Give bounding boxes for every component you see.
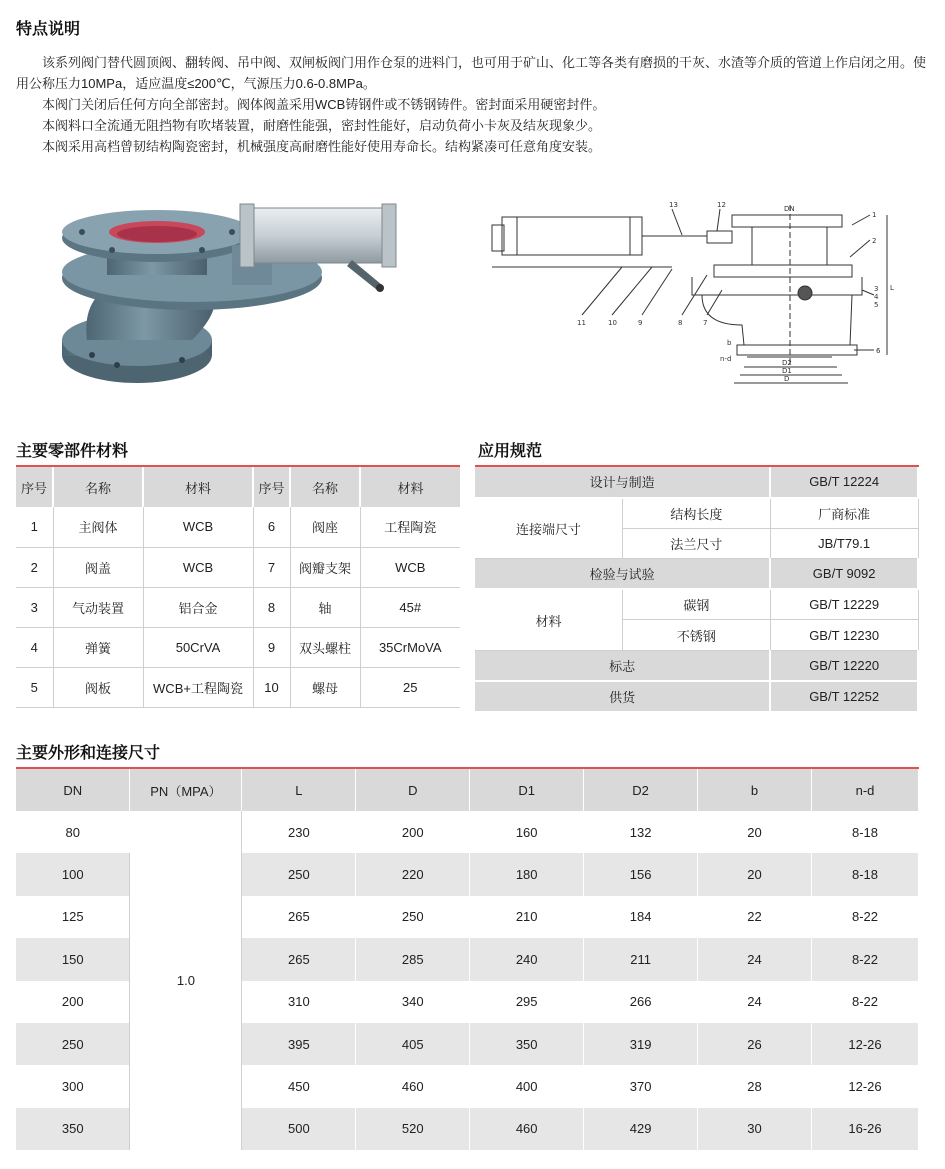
table-cell: 8-18 xyxy=(811,811,918,853)
table-row xyxy=(475,467,918,498)
table-cell: 8-22 xyxy=(811,938,918,980)
table-cell: 370 xyxy=(584,1065,698,1107)
table-cell: 3 xyxy=(16,587,53,627)
svg-text:4: 4 xyxy=(874,293,879,301)
table-cell: 240 xyxy=(470,938,584,980)
table-cell: 450 xyxy=(242,1065,356,1107)
table-cell: 211 xyxy=(584,938,698,980)
table-row xyxy=(475,498,918,529)
table-cell: GB/T 12220 xyxy=(770,651,918,682)
table-cell: 156 xyxy=(584,853,698,895)
table-cell: 结构长度 xyxy=(623,498,771,529)
svg-text:13: 13 xyxy=(669,201,678,209)
svg-text:9: 9 xyxy=(638,319,643,327)
table-cell: 200 xyxy=(356,811,470,853)
table-cell: 螺母 xyxy=(290,667,360,707)
dims-title: 主要外形和连接尺寸 xyxy=(16,745,161,762)
table-row xyxy=(475,681,918,712)
standards-table xyxy=(475,467,919,713)
table-cell: 295 xyxy=(470,981,584,1023)
table-cell: 9 xyxy=(253,627,290,667)
table-cell: 阀板 xyxy=(53,667,143,707)
svg-text:5: 5 xyxy=(874,301,879,309)
parts-header: 名称 xyxy=(290,467,360,507)
table-row xyxy=(16,587,460,627)
table-cell: 5 xyxy=(16,667,53,707)
table-cell: 8 xyxy=(253,587,290,627)
table-cell: 50CrVA xyxy=(143,627,253,667)
valve-photo xyxy=(52,190,412,400)
table-cell: 10 xyxy=(253,667,290,707)
table-row xyxy=(475,589,918,620)
table-row xyxy=(16,627,460,667)
parts-table xyxy=(16,467,460,708)
table-cell: 310 xyxy=(242,981,356,1023)
table-cell: 1 xyxy=(16,507,53,547)
parts-title: 主要零部件材料 xyxy=(16,443,129,460)
svg-text:D2: D2 xyxy=(782,359,792,367)
table-cell: 设计与制造 xyxy=(475,467,770,498)
dims-header: PN（MPA） xyxy=(130,769,242,811)
table-cell: GB/T 12224 xyxy=(770,467,918,498)
table-cell: 8-22 xyxy=(811,896,918,938)
table-cell: JB/T79.1 xyxy=(770,528,918,559)
dims-header: n-d xyxy=(811,769,918,811)
table-cell: 轴 xyxy=(290,587,360,627)
table-cell: 500 xyxy=(242,1108,356,1150)
parts-header: 材料 xyxy=(143,467,253,507)
table-cell: 350 xyxy=(470,1023,584,1065)
table-cell: 厂商标准 xyxy=(770,498,918,529)
table-row xyxy=(16,811,919,853)
table-cell: 35CrMoVA xyxy=(360,627,460,667)
table-cell: 150 xyxy=(16,938,130,980)
svg-text:n-d: n-d xyxy=(720,355,732,363)
table-cell: GB/T 9092 xyxy=(770,559,918,590)
table-cell: 25 xyxy=(360,667,460,707)
features-text xyxy=(16,52,926,157)
dims-header: L xyxy=(242,769,356,811)
dims-header: D xyxy=(356,769,470,811)
table-cell: WCB xyxy=(143,547,253,587)
table-cell: 标志 xyxy=(475,651,770,682)
table-cell: 阀瓣支架 xyxy=(290,547,360,587)
table-cell: 22 xyxy=(698,896,812,938)
dims-header-row xyxy=(16,769,919,811)
table-cell: 4 xyxy=(16,627,53,667)
svg-text:12: 12 xyxy=(717,201,726,209)
table-cell: 6 xyxy=(253,507,290,547)
table-row xyxy=(475,559,918,590)
svg-text:b: b xyxy=(727,339,732,347)
table-cell: 250 xyxy=(356,896,470,938)
parts-header: 材料 xyxy=(360,467,460,507)
svg-text:11: 11 xyxy=(577,319,586,327)
svg-text:10: 10 xyxy=(608,319,617,327)
table-cell: 340 xyxy=(356,981,470,1023)
table-cell: 供货 xyxy=(475,681,770,712)
svg-text:DN: DN xyxy=(784,205,795,213)
table-row xyxy=(16,667,460,707)
table-cell: 主阀体 xyxy=(53,507,143,547)
table-cell: 16-26 xyxy=(811,1108,918,1150)
svg-text:6: 6 xyxy=(876,347,881,355)
table-cell: GB/T 12230 xyxy=(770,620,918,651)
dims-header: b xyxy=(698,769,812,811)
table-cell: 180 xyxy=(470,853,584,895)
table-cell: 20 xyxy=(698,853,812,895)
table-cell: 80 xyxy=(16,811,130,853)
features-paragraph: 本阀料口全流通无阻挡物有吹堵装置，耐磨性能强，密封性能好，启动负荷小卡灰及结灰现象少。 xyxy=(42,118,602,133)
table-cell: 265 xyxy=(242,896,356,938)
svg-text:L: L xyxy=(890,284,894,292)
table-cell: 429 xyxy=(584,1108,698,1150)
parts-header: 序号 xyxy=(16,467,53,507)
table-cell: 8-22 xyxy=(811,981,918,1023)
table-cell: GB/T 12252 xyxy=(770,681,918,712)
table-row xyxy=(16,507,460,547)
table-cell: WCB+工程陶瓷 xyxy=(143,667,253,707)
features-title: 特点说明 xyxy=(16,21,81,38)
dims-header: D2 xyxy=(584,769,698,811)
table-cell: 检验与试验 xyxy=(475,559,770,590)
table-cell: 法兰尺寸 xyxy=(623,528,771,559)
table-cell: 双头螺柱 xyxy=(290,627,360,667)
table-cell: 2 xyxy=(16,547,53,587)
table-cell: 160 xyxy=(470,811,584,853)
table-cell: 8-18 xyxy=(811,853,918,895)
table-cell: 184 xyxy=(584,896,698,938)
pn-cell: 1.0 xyxy=(130,811,242,1150)
features-paragraph: 本阀采用高档曾韧结构陶瓷密封，机械强度高耐磨性能好使用寿命长。结构紧凑可任意角度安装。 xyxy=(42,139,602,154)
table-cell: GB/T 12229 xyxy=(770,589,918,620)
table-cell: 20 xyxy=(698,811,812,853)
table-cell: 125 xyxy=(16,896,130,938)
dims-header: D1 xyxy=(470,769,584,811)
standards-title: 应用规范 xyxy=(478,443,543,460)
table-cell: 弹簧 xyxy=(53,627,143,667)
table-cell: 265 xyxy=(242,938,356,980)
table-cell: 285 xyxy=(356,938,470,980)
dims-table xyxy=(16,769,919,1150)
svg-text:D: D xyxy=(784,375,790,383)
table-cell: 520 xyxy=(356,1108,470,1150)
features-paragraph: 该系列阀门替代圆顶阀、翻转阀、吊中阀、双闸板阀门用作仓泵的进料门，也可用于矿山、化工等各类有磨损的干灰、水渣等介质的管道上作启闭之用。使用公称压力10MPa，适应温度≤200℃，气源压力0.6-0.8MPa。 xyxy=(16,55,927,91)
table-cell: 28 xyxy=(698,1065,812,1107)
table-cell: 266 xyxy=(584,981,698,1023)
table-cell: 30 xyxy=(698,1108,812,1150)
table-cell: 45# xyxy=(360,587,460,627)
table-cell: WCB xyxy=(360,547,460,587)
table-cell: 连接端尺寸 xyxy=(475,498,623,559)
parts-header: 序号 xyxy=(253,467,290,507)
table-cell: 气动装置 xyxy=(53,587,143,627)
table-cell: 工程陶瓷 xyxy=(360,507,460,547)
table-cell: 阀座 xyxy=(290,507,360,547)
table-row xyxy=(475,651,918,682)
svg-text:2: 2 xyxy=(872,237,877,245)
table-cell: 400 xyxy=(470,1065,584,1107)
table-cell: 250 xyxy=(242,853,356,895)
table-row xyxy=(16,547,460,587)
table-cell: 460 xyxy=(470,1108,584,1150)
svg-text:1: 1 xyxy=(872,211,877,219)
table-cell: 200 xyxy=(16,981,130,1023)
table-cell: 12-26 xyxy=(811,1023,918,1065)
svg-text:D1: D1 xyxy=(782,367,792,375)
table-cell: 405 xyxy=(356,1023,470,1065)
table-cell: 碳钢 xyxy=(623,589,771,620)
table-cell: 24 xyxy=(698,938,812,980)
table-cell: 100 xyxy=(16,853,130,895)
dims-header: DN xyxy=(16,769,130,811)
valve-section-drawing xyxy=(482,195,902,405)
table-cell: 铝合金 xyxy=(143,587,253,627)
table-cell: 350 xyxy=(16,1108,130,1150)
table-cell: 12-26 xyxy=(811,1065,918,1107)
table-cell: 250 xyxy=(16,1023,130,1065)
svg-text:7: 7 xyxy=(703,319,708,327)
table-cell: 460 xyxy=(356,1065,470,1107)
parts-header-row xyxy=(16,467,460,507)
svg-text:3: 3 xyxy=(874,285,879,293)
features-paragraph: 本阀门关闭后任何方向全部密封。阀体阀盖采用WCB铸钢件或不锈钢铸件。密封面采用硬密封件。 xyxy=(42,97,606,112)
table-cell: 7 xyxy=(253,547,290,587)
table-cell: WCB xyxy=(143,507,253,547)
table-cell: 230 xyxy=(242,811,356,853)
table-cell: 26 xyxy=(698,1023,812,1065)
parts-header: 名称 xyxy=(53,467,143,507)
table-cell: 319 xyxy=(584,1023,698,1065)
svg-text:8: 8 xyxy=(678,319,683,327)
table-cell: 阀盖 xyxy=(53,547,143,587)
table-cell: 210 xyxy=(470,896,584,938)
table-cell: 24 xyxy=(698,981,812,1023)
table-cell: 材料 xyxy=(475,589,623,650)
table-cell: 132 xyxy=(584,811,698,853)
table-cell: 220 xyxy=(356,853,470,895)
table-cell: 395 xyxy=(242,1023,356,1065)
table-cell: 300 xyxy=(16,1065,130,1107)
table-cell: 不锈钢 xyxy=(623,620,771,651)
